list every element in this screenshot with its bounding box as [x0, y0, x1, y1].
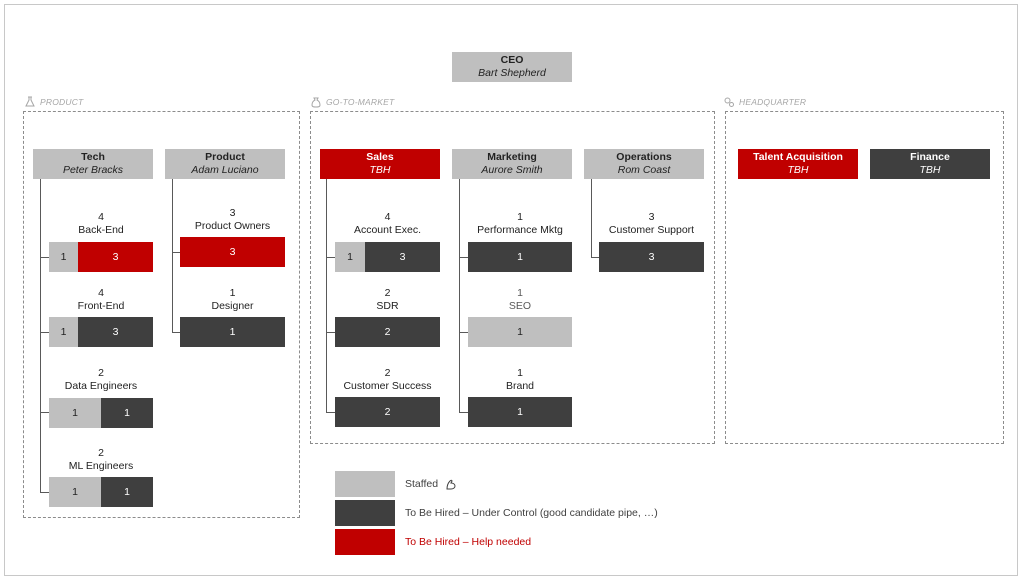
role-label: Customer Success	[343, 380, 432, 392]
role-count: 2	[98, 367, 104, 379]
role-label: Customer Support	[608, 224, 695, 236]
role-count: 1	[517, 367, 523, 379]
sales-name: TBH	[369, 164, 391, 176]
role-count: 1	[517, 211, 523, 223]
connector	[459, 412, 468, 413]
product-connector	[172, 179, 173, 332]
role-count: 1	[229, 287, 236, 299]
legend-under-control-label: To Be Hired – Under Control (good candidate pipe, …)	[405, 507, 658, 519]
legend-swatch-staffed	[335, 471, 395, 497]
role-header	[180, 287, 285, 313]
under-control-cell: 2	[335, 317, 440, 347]
marketing-name: Aurore Smith	[481, 164, 543, 176]
talent-title: Talent Acquisition	[753, 151, 843, 163]
tech-name: Peter Bracks	[62, 164, 124, 176]
money-bag-icon	[310, 96, 322, 108]
role-header	[49, 211, 153, 237]
staffed-cell: 1	[49, 477, 101, 507]
section-label-product	[24, 96, 83, 108]
under-control-cell: 3	[78, 317, 153, 347]
role-label: SEO	[508, 300, 532, 312]
role-count: 3	[229, 207, 236, 219]
sales-connector	[326, 179, 327, 412]
help-needed-cell: 3	[78, 242, 153, 272]
role-header	[49, 447, 153, 473]
role-count: 4	[384, 211, 391, 223]
role-count: 2	[384, 367, 391, 379]
connector	[40, 492, 49, 493]
talent-name: TBH	[787, 164, 809, 176]
role-label: Front-End	[77, 300, 125, 312]
connector	[40, 332, 49, 333]
connector	[326, 332, 335, 333]
role-count: 2	[384, 287, 391, 299]
flexed-biceps-icon	[444, 477, 458, 491]
role-count: 3	[648, 211, 655, 223]
section-hq-text: HEADQUARTER	[739, 97, 807, 107]
tech-connector	[40, 179, 41, 493]
role-label: SDR	[376, 300, 399, 312]
legend-help-needed	[405, 536, 531, 548]
role-label: Back-End	[78, 224, 124, 236]
section-label-hq	[723, 96, 806, 108]
finance-name: TBH	[919, 164, 941, 176]
connector	[459, 332, 468, 333]
role-header	[468, 287, 572, 313]
connector	[326, 412, 335, 413]
under-control-cell: 1	[468, 397, 572, 427]
help-needed-cell: 3	[180, 237, 285, 267]
staffed-cell: 1	[49, 398, 101, 428]
role-label: Performance Mktg	[477, 224, 563, 236]
role-header	[335, 211, 440, 237]
role-count: 1	[517, 287, 523, 299]
finance-title: Finance	[910, 151, 950, 163]
role-header	[335, 367, 440, 393]
product-title: Product	[205, 151, 245, 163]
role-label: ML Engineers	[68, 460, 134, 472]
section-gtm-text: GO-TO-MARKET	[326, 97, 395, 107]
flask-icon	[24, 96, 36, 108]
connector	[459, 257, 468, 258]
section-product-text: PRODUCT	[40, 97, 84, 107]
role-count: 2	[98, 447, 104, 459]
marketing-box	[452, 149, 572, 179]
role-label: Brand	[505, 380, 535, 392]
role-header	[49, 367, 153, 393]
under-control-cell: 1	[101, 398, 153, 428]
finance-box	[870, 149, 990, 179]
marketing-connector	[459, 179, 460, 412]
tech-title: Tech	[81, 151, 105, 163]
operations-title: Operations	[616, 151, 672, 163]
under-control-cell: 2	[335, 397, 440, 427]
role-header	[180, 207, 285, 233]
marketing-title: Marketing	[487, 151, 537, 163]
role-label: Data Engineers	[64, 380, 138, 392]
role-header	[599, 211, 704, 237]
legend-under-control	[405, 507, 658, 519]
sales-box	[320, 149, 440, 179]
section-label-gtm	[310, 96, 394, 108]
staffed-cell: 1	[335, 242, 365, 272]
connector	[40, 412, 49, 413]
role-header	[468, 367, 572, 393]
ceo-title: CEO	[500, 54, 524, 66]
legend-swatch-help-needed	[335, 529, 395, 555]
connector	[326, 257, 335, 258]
role-header	[49, 287, 153, 313]
role-header	[468, 211, 572, 237]
sales-title: Sales	[366, 151, 394, 163]
role-label: Designer	[211, 300, 254, 312]
connector	[172, 332, 180, 333]
product-name: Adam Luciano	[191, 164, 259, 176]
tech-box	[33, 149, 153, 179]
ceo-name: Bart Shepherd	[478, 67, 546, 79]
staffed-cell: 1	[468, 317, 572, 347]
under-control-cell: 1	[180, 317, 285, 347]
role-count: 4	[98, 211, 104, 223]
staffed-cell: 1	[49, 242, 78, 272]
ceo-box	[452, 52, 572, 82]
operations-connector	[591, 179, 592, 257]
talent-acquisition-box	[738, 149, 858, 179]
under-control-cell: 3	[599, 242, 704, 272]
legend-help-needed-label: To Be Hired – Help needed	[405, 536, 532, 548]
product-box	[165, 149, 285, 179]
legend-swatch-under-control	[335, 500, 395, 526]
under-control-cell: 1	[101, 477, 153, 507]
role-count: 4	[98, 287, 104, 299]
gears-icon	[723, 96, 735, 108]
connector	[172, 252, 180, 253]
under-control-cell: 3	[365, 242, 440, 272]
role-label: Product Owners	[194, 220, 271, 232]
connector	[591, 257, 599, 258]
legend-staffed-label: Staffed	[405, 478, 439, 490]
role-label: Account Exec.	[353, 224, 422, 236]
legend-staffed	[405, 477, 458, 491]
staffed-cell: 1	[49, 317, 78, 347]
operations-name: Rom Coast	[617, 164, 671, 176]
operations-box	[584, 149, 704, 179]
role-header	[335, 287, 440, 313]
under-control-cell: 1	[468, 242, 572, 272]
connector	[40, 257, 49, 258]
